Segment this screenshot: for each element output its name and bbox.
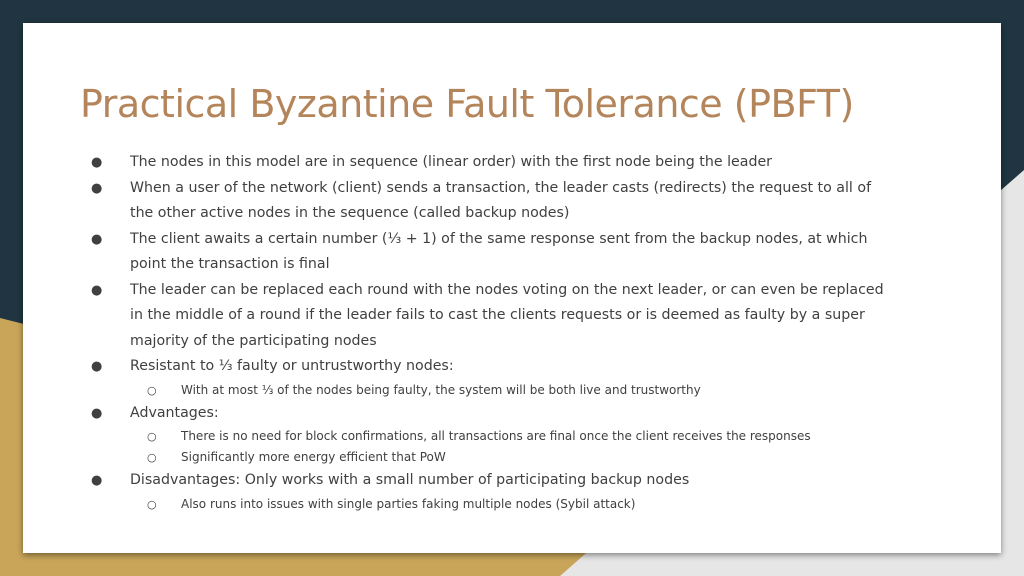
sub-bullet-marker: ○ (147, 430, 157, 443)
bullet-text: Resistant to ⅓ faulty or untrustworthy nodes: (130, 358, 454, 374)
sub-bullet-text: Also runs into issues with single parties faking multiple nodes (Sybil attack) (181, 496, 636, 511)
bullet-item (91, 278, 891, 355)
sub-bullet-marker: ○ (147, 451, 157, 464)
bullet-marker: ● (91, 180, 103, 196)
sub-bullet-item (91, 380, 891, 401)
bullet-text: Advantages: (130, 404, 219, 421)
bullet-text: When a user of the network (client) sends a transaction, the leader casts (redirects) the request to all of the other active nodes in the sequence (called backup nodes) (130, 179, 872, 221)
bullet-marker: ● (91, 231, 103, 247)
bullet-item (91, 401, 891, 469)
sub-bullet-item (91, 447, 891, 468)
bullet-marker: ● (91, 359, 103, 374)
bullet-item (91, 468, 891, 515)
bullet-text: The leader can be replaced each round with the nodes voting on the next leader, or can even be replaced in the middle of a round if the leader fails to cast the clients requests or is deemed as faulty by a super majority of the participating nodes (130, 281, 884, 349)
bullet-marker: ● (91, 473, 103, 488)
sub-bullet-text: Significantly more energy efficient that PoW (181, 450, 446, 464)
sub-bullet-text: There is no need for block confirmations, all transactions are final once the client receives the responses (181, 429, 811, 443)
bullet-marker: ● (91, 155, 103, 170)
bullet-item (91, 227, 891, 278)
sub-bullet-text: With at most ⅓ of the nodes being faulty, the system will be both live and trustworthy (181, 382, 701, 397)
sub-bullet-list (91, 494, 891, 515)
bullet-marker: ● (91, 405, 103, 421)
sub-bullet-item (91, 494, 891, 515)
sub-bullet-item (91, 426, 891, 447)
bullet-list (91, 150, 891, 515)
sub-bullet-marker: ○ (147, 383, 157, 397)
bullet-item (91, 176, 891, 227)
bullet-item (91, 150, 891, 176)
bullet-marker: ● (91, 282, 103, 298)
sub-bullet-list (91, 426, 891, 468)
sub-bullet-marker: ○ (147, 497, 157, 511)
sub-bullet-list (91, 380, 891, 401)
bullet-text: The client awaits a certain number (⅓ + 1) of the same response sent from the backup nodes, at which point the transaction is final (130, 230, 868, 272)
bullet-text: Disadvantages: Only works with a small number of participating backup nodes (130, 472, 690, 488)
bullet-text: The nodes in this model are in sequence (linear order) with the first node being the leader (130, 154, 773, 170)
slide-title: Practical Byzantine Fault Tolerance (PBFT) (80, 82, 854, 126)
bullet-item (91, 354, 891, 401)
